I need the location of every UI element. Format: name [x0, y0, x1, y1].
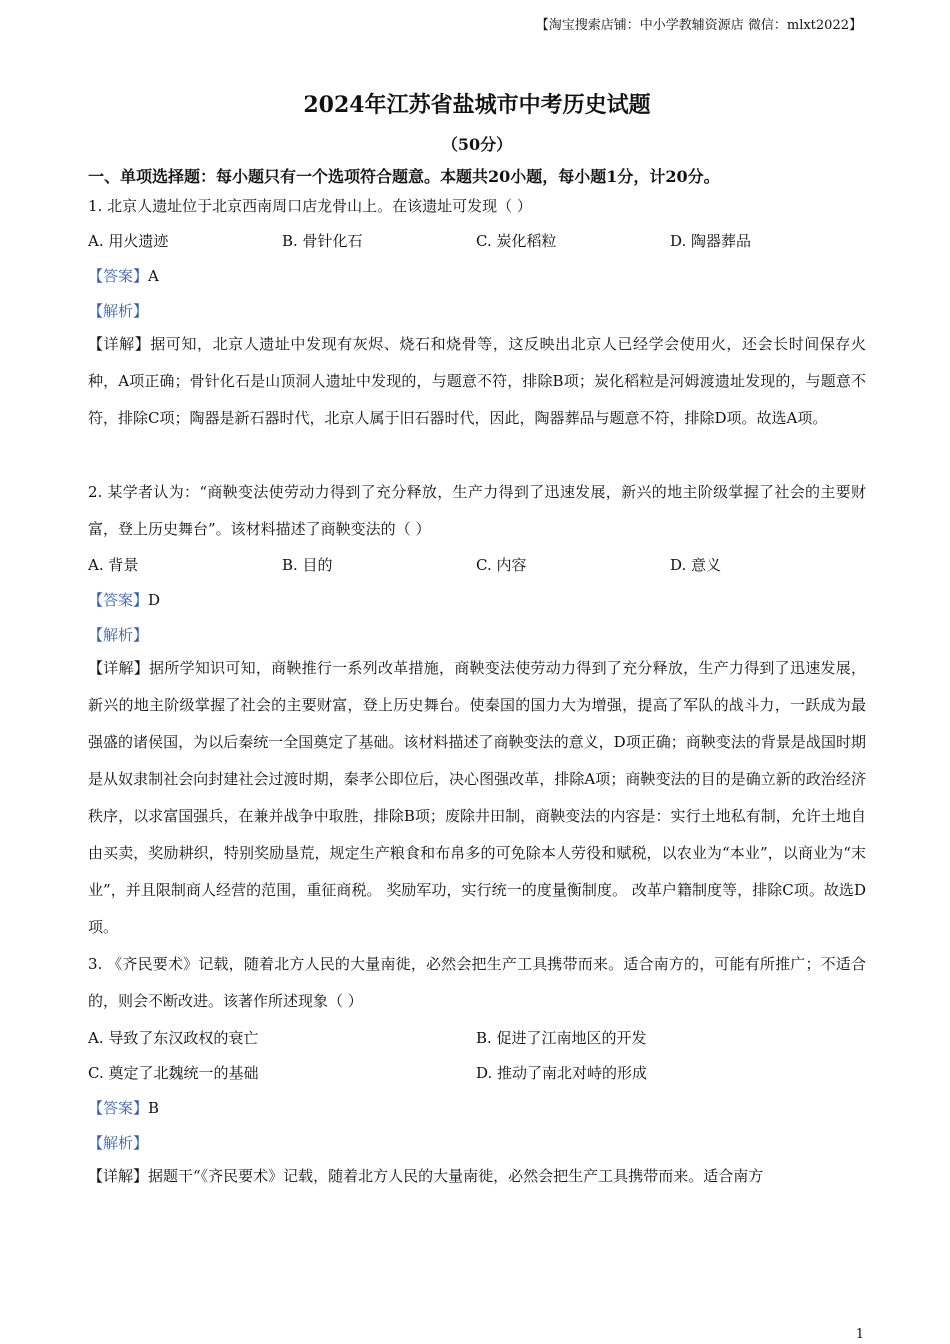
question-3-analysis-label: 【解析】 [88, 1134, 149, 1152]
question-3-option-d: D. 推动了南北对峙的形成 [476, 1064, 648, 1082]
question-2-stem: 2. 某学者认为：“商鞅变法使劳动力得到了充分释放，生产力得到了迅速发展，新兴的地主阶级掌握了社会的主要财富，登上历史舞台”。该材料描述了商鞅变法的（ ） [88, 483, 866, 538]
answer-label: 【答案】 [88, 267, 149, 285]
question-2-option-c: C. 内容 [476, 556, 527, 574]
question-1-detail [88, 326, 866, 437]
question-1-analysis-label: 【解析】 [88, 302, 149, 320]
detail-label: 【详解】 [88, 1167, 149, 1185]
question-1-option-b: B. 骨针化石 [282, 232, 363, 250]
section-heading: 一、单项选择题：每小题只有一个选项符合题意。本题共20小题，每小题1分，计20分。 [88, 167, 720, 186]
detail-label: 【详解】 [88, 335, 151, 353]
question-2-answer [88, 590, 160, 610]
question-2-option-b: B. 目的 [282, 556, 333, 574]
page-title: 2024年江苏省盐城市中考历史试题 [303, 92, 651, 118]
answer-value: D [148, 591, 161, 609]
detail-text: 据所学知识可知，商鞅推行一系列改革措施，商鞅变法使劳动力得到了充分释放，生产力得到了迅速发展，新兴的地主阶级掌握了社会的主要财富，登上历史舞台。使秦国的国力大为增强，提高了军队的战斗力，一跃成为最强盛的诸侯国，为以后秦统一全国奠定了基础。该材料描述了商鞅变法的意义，D项正确；商鞅变法的背景是战国时期是从奴隶制社会向封建社会过渡时期，秦孝公即位后，决心图强改革，排除A项；商鞅变法的目的是确立新的政治经济秩序，以求富国强兵，在兼并战争中取胜，排除B项；废除井田制，商鞅变法的内容是：实行土地私有制，允许土地自由买卖，奖励耕织，特别奖励垦荒，规定生产粮食和布帛多的可免除本人劳役和赋税，以农业为“本业”，以商业为“末业”，并且限制商人经营的范围，重征商税。 奖励军功，实行统一的度量衡制度。 改革户籍制度等，排除C项。故选D项。 [88, 659, 866, 936]
detail-label: 【详解】 [88, 659, 150, 677]
question-3-stem: 3. 《齐民要术》记载，随着北方人民的大量南徙，必然会把生产工具携带而来。适合南方的，可能有所推广；不适合的，则会不断改进。该著作所述现象（ ） [88, 955, 866, 1010]
answer-label: 【答案】 [88, 1099, 149, 1117]
detail-text: 据题干“《齐民要术》记载，随着北方人民的大量南徙，必然会把生产工具携带而来。适合南方 [148, 1167, 764, 1185]
page-number: 1 [855, 1327, 864, 1342]
question-1-option-c: C. 炭化稻粒 [476, 232, 557, 250]
question-3-option-c: C. 奠定了北魏统一的基础 [88, 1064, 259, 1082]
answer-value: A [148, 267, 159, 285]
question-2-analysis-label: 【解析】 [88, 626, 149, 644]
question-3-option-b: B. 促进了江南地区的开发 [476, 1029, 647, 1047]
detail-text: 据可知，北京人遗址中发现有灰烬、烧石和烧骨等，这反映出北京人已经学会使用火，还会长时间保存火种，A项正确；骨针化石是山顶洞人遗址中发现的，与题意不符，排除B项；炭化稻粒是河姆渡遗址发现的，与题意不符，排除C项；陶器是新石器时代，北京人属于旧石器时代，因此，陶器葬品与题意不符，排除D项。故选A项。 [88, 335, 866, 427]
question-1-stem: 1. 北京人遗址位于北京西南周口店龙骨山上。在该遗址可发现（ ） [88, 197, 532, 215]
score-label: （50分） [441, 135, 513, 154]
answer-label: 【答案】 [88, 591, 149, 609]
question-2-detail [88, 650, 866, 946]
answer-value: B [148, 1099, 160, 1117]
question-2-option-d: D. 意义 [670, 556, 722, 574]
question-3-detail [88, 1158, 866, 1195]
question-1-option-d: D. 陶器葬品 [670, 232, 752, 250]
question-3-answer [88, 1098, 159, 1118]
header-note: 【淘宝搜索店铺：中小学教辅资源店 微信：mlxt2022】 [535, 18, 862, 33]
question-1-option-a: A. 用火遗迹 [88, 232, 169, 250]
question-2-option-a: A. 背景 [88, 556, 139, 574]
question-1-answer [88, 266, 159, 286]
question-3-option-a: A. 导致了东汉政权的衰亡 [88, 1029, 259, 1047]
